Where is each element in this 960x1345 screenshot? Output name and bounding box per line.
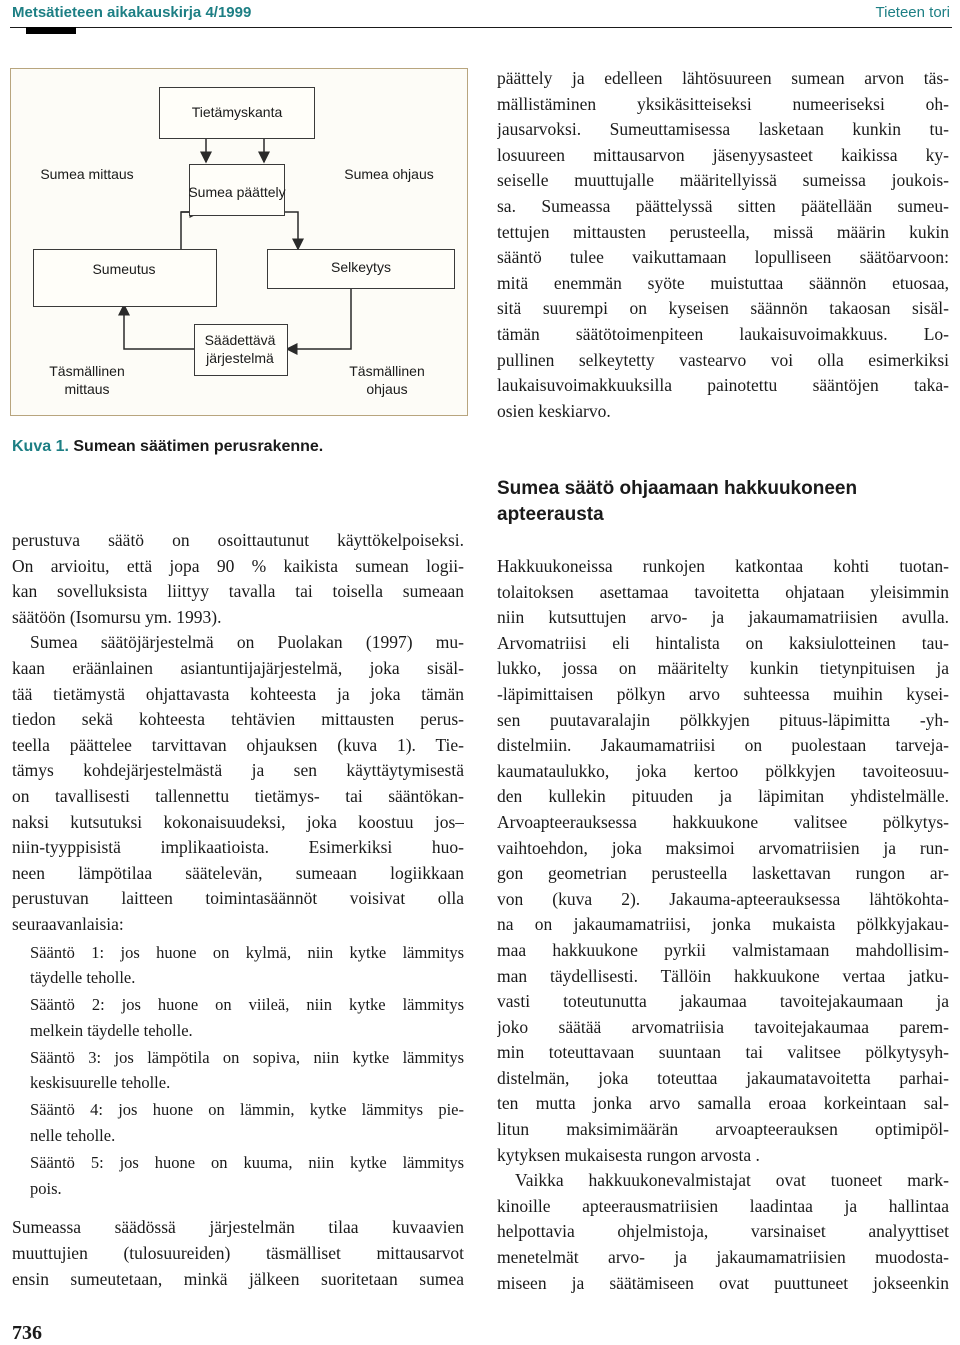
text-line: gon geometrian perusteella laskettavan rungon ar- xyxy=(497,863,949,884)
text-line: niin kutsuttujen arvo- ja jakaumamatriisien avulla. xyxy=(497,607,949,628)
text-line: neen lämpötilaa säätelevän, sumeaan logiikkaan xyxy=(12,862,464,883)
arrow-inference-to-defuzzification xyxy=(284,212,298,247)
text-line: min toteuttavaan suuntaan tai valitsee pölkytysyh- xyxy=(497,1042,949,1063)
text-line: losuureen mittausarvon jäsenyysasteet kaikissa ky- xyxy=(497,144,949,165)
rule-list xyxy=(12,940,464,1202)
text-line: vasti toteutunutta jakaumaa tavoitejakaumaan ja xyxy=(497,991,949,1012)
text-line: Arvoapteerauksessa hakkuukone valitsee pölkytys- xyxy=(497,811,949,832)
fuzzy-control-label: Sumea ohjaus xyxy=(344,166,434,182)
text-line: na on jakaumamatriisi, jonka mukaista pölkkyjakau- xyxy=(497,914,949,935)
text-line: pois. xyxy=(30,1178,62,1198)
controlled-system-label: Säädettävä järjestelmä xyxy=(204,332,276,366)
text-line: tolaitoksen asettamaa tavoitetta ohjataan yleisimmin xyxy=(497,581,949,602)
left-column xyxy=(12,528,464,1292)
text-line: säätöön (Isomursu ym. 1993). xyxy=(12,606,222,627)
text-line: Sääntö 3: jos lämpötila on sopiva, niin kytke lämmitys xyxy=(30,1047,464,1067)
text-line: teella päättelee tarvittavan ohjauksen (kuva 1). Tie- xyxy=(12,734,464,755)
text-line: pullinen selkeytetty vastearvo voi olla esimerkiksi xyxy=(497,349,949,370)
left-paragraph-1 xyxy=(12,528,464,630)
rule-item xyxy=(30,940,464,992)
text-line: kinoille apteerausmatriisien laadintaa ja hallintaa xyxy=(497,1195,949,1216)
text-line: mällistäminen yksikäsitteiseksi numeeriseksi oh- xyxy=(497,93,949,114)
text-line: nelle teholle. xyxy=(30,1126,116,1146)
text-line: joko säätää arvomatriisia tavoitejakaumaa parem- xyxy=(497,1016,949,1037)
text-line: litun maksimimäärän arvoapteerauksen optimipöl- xyxy=(497,1119,949,1140)
text-line: jausarvoksi. Sumeuttamisessa lasketaan kunkin tu- xyxy=(497,119,949,140)
section-name: Tieteen tori xyxy=(875,4,950,21)
crisp-measurement-label: Täsmällinen mittaus xyxy=(49,363,125,397)
text-line: melkein täydelle teholle. xyxy=(30,1020,193,1040)
caption-number: Kuva 1. xyxy=(12,438,69,455)
header-block xyxy=(26,27,76,34)
page-number: 736 xyxy=(12,1322,42,1344)
text-line: muuttujien (tulosuureiden) täsmälliset mittausarvot xyxy=(12,1243,464,1264)
right-column-bottom xyxy=(497,554,949,1296)
text-line: on tavallisesti tallennettu tietämys- tai sääntökan- xyxy=(12,785,464,806)
text-line: naksi kutsutuksi kokonaisuudeksi, joka koostuu jos– xyxy=(12,811,464,832)
text-line: perustuvan laitteen toimintasäännöt voisivat olla xyxy=(12,888,464,909)
text-line: Hakkuukoneissa runkojen katkontaa kohti tuotan- xyxy=(497,556,949,576)
text-line: tettujen mittausten perusteella, missä määrin kukin xyxy=(497,221,949,242)
text-line: miseen ja säätämiseen ovat puuttuneet jokseenkin xyxy=(497,1272,949,1293)
text-line: kaumataulukko, joka kertoo pölkkyjen tavoiteosuu- xyxy=(497,760,949,781)
text-line: Arvomatriisi eli hintalista on kaksiulotteinen tau- xyxy=(497,632,949,653)
text-line: helpottavia ohjelmistoja, varsinaiset analyyttiset xyxy=(497,1221,949,1242)
caption-text: Sumean säätimen perusrakenne. xyxy=(68,438,324,455)
text-line: tämän säätötoimenpiteen laukaisuvoimakkuus. Lo- xyxy=(497,323,949,344)
text-line: kan sovelluksista liittyy tavalla tai toisella sumeaan xyxy=(12,581,464,602)
text-line: distelmän, joka toteuttaa jakaumatavoitetta parhai- xyxy=(497,1067,949,1088)
text-line: Sumea säätöjärjestelmä on Puolakan (1997) mu- xyxy=(30,632,464,653)
text-line: ten mutta jonka arvo samalla eroaa korkeintaan sal- xyxy=(497,1093,949,1114)
text-line: maa hakkuukone pyrkii valmistamaan mahdollisim- xyxy=(497,939,949,960)
rule-item xyxy=(30,1150,464,1202)
right-paragraph-2 xyxy=(497,554,949,1168)
text-line: Sumeassa säädössä järjestelmän tilaa kuvaavien xyxy=(12,1217,464,1238)
text-line: man täydellisesti. Tällöin hakkuukone vertaa jatku- xyxy=(497,965,949,986)
rule-item xyxy=(30,1045,464,1097)
left-paragraph-3 xyxy=(12,1215,464,1292)
defuzzification-label: Selkeytys xyxy=(331,259,391,275)
text-line: sa. Sumeassa päättelyssä sitten päätellään sumeu- xyxy=(497,195,949,216)
text-line: kaan eräänlainen asiantuntijajärjestelmä, joka sisäl- xyxy=(12,657,464,678)
text-line: seiselle muuttujalle määritellyissä sumeissa joukois- xyxy=(497,170,949,191)
left-paragraph-2 xyxy=(12,630,464,937)
journal-title: Metsätieteen aikakauskirja 4/1999 xyxy=(12,4,252,21)
text-line: menetelmät arvo- ja jakaumamatriisien muodosta- xyxy=(497,1247,949,1268)
rule-item xyxy=(30,1097,464,1149)
fuzzy-inference-label: Sumea päättely xyxy=(188,184,286,200)
text-line: seuraavanlaisia: xyxy=(12,913,124,934)
crisp-control-label: Täsmällinen ohjaus xyxy=(349,363,425,397)
text-line: distelmiin. Jakaumamatriisi on puolestaan tarveja- xyxy=(497,735,949,756)
section-heading: Sumea säätö ohjaamaan hakkuukoneen apteerausta xyxy=(497,478,858,525)
rule-item xyxy=(30,992,464,1044)
text-line: sitä suurempi on kyseisen säännön takaosan sisäl- xyxy=(497,298,949,319)
text-line: Sääntö 4: jos huone on lämmin, kytke lämmitys pie- xyxy=(30,1100,464,1120)
text-line: vaihtoehdon, joka maksimoi arvomatriisien ja run- xyxy=(497,837,949,858)
text-line: tää tietämystä ohjattavasta kohteesta ja joka tämän xyxy=(12,683,464,704)
text-line: sääntö tulee vaikuttamaan lopulliseen säätöarvoon: xyxy=(497,247,949,268)
arrow-fuzzification-to-inference xyxy=(181,212,199,249)
text-line: den kullekin pituuden ja läpimitan yhdistelmälle. xyxy=(497,786,949,807)
text-line: päättely ja edelleen lähtösuureen sumean arvon täs- xyxy=(497,68,949,88)
text-line: mitä enemmän syöte muistuttaa säännön etuosaa, xyxy=(497,272,949,293)
text-line: keskisuurelle teholle. xyxy=(30,1073,171,1093)
text-line: kytyksen mukaisesta rungon arvosta . xyxy=(497,1144,760,1165)
text-line: täydelle teholle. xyxy=(30,968,136,988)
fuzzification-label: Sumeutus xyxy=(92,261,156,277)
knowledge-base-label: Tietämyskanta xyxy=(191,104,283,120)
text-line: On arvioitu, että jopa 90 % kaikista sumean logii- xyxy=(12,555,464,576)
fuzzification-box xyxy=(33,249,217,307)
text-line: laukaisuvoimakkuuksilla painotettu sääntöjen taka- xyxy=(497,375,949,396)
figure-caption xyxy=(12,438,323,456)
text-line: Sääntö 2: jos huone on viileä, niin kytke lämmitys xyxy=(30,995,464,1015)
text-line: lukko, jossa on määritelty kunkin tietynpituisen ja xyxy=(497,658,949,679)
header-rule xyxy=(10,27,952,28)
right-column-top xyxy=(497,66,949,424)
text-line: perustuva säätö on osoittautunut käyttökelpoiseksi. xyxy=(12,530,464,550)
text-line: von (kuva 2). Jakauma-apteerauksessa lähtökohta- xyxy=(497,888,949,909)
text-line: sen puutavaralajin pölkkyjen pituus-läpimitta -yh- xyxy=(497,709,949,730)
text-line: Vaikka hakkuukonevalmistajat ovat tuoneet mark- xyxy=(515,1170,949,1191)
text-line: tiedon sekä kohteesta tehtävien mittausten perus- xyxy=(12,709,464,730)
fuzzy-measurement-label: Sumea mittaus xyxy=(40,166,134,182)
text-line: osien keskiarvo. xyxy=(497,400,611,421)
text-line: Sääntö 5: jos huone on kuuma, niin kytke lämmitys xyxy=(30,1152,464,1172)
right-paragraph-3 xyxy=(497,1168,949,1296)
text-line: tämys kohdejärjestelmästä ja sen käyttäytymisestä xyxy=(12,760,464,781)
text-line: -läpimittaisen pölkyn arvo suhteessa muihin kysei- xyxy=(497,683,949,704)
text-line: Sääntö 1: jos huone on kylmä, niin kytke lämmitys xyxy=(30,942,464,962)
text-line: niin-tyyppisistä implikaatioista. Esimerkiksi huo- xyxy=(12,837,464,858)
text-line: ensin sumeutetaan, minkä jälkeen suoritetaan sumea xyxy=(12,1268,464,1289)
figure-fuzzy-controller xyxy=(10,68,468,416)
